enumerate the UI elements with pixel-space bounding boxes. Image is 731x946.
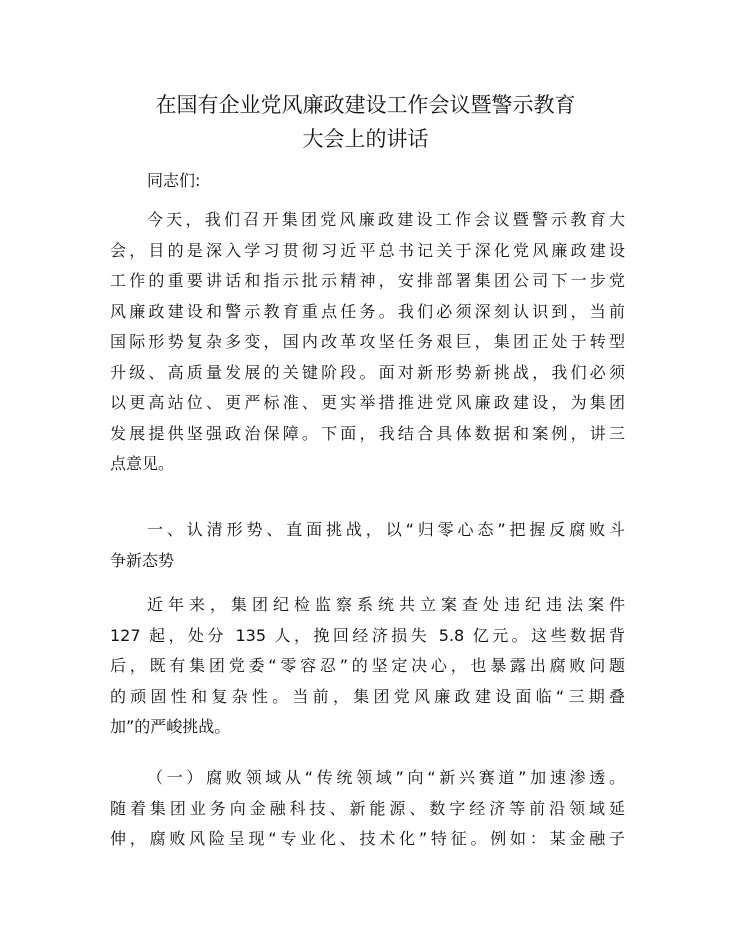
paragraph-line: 伸，腐败风险呈现“专业化、技术化”特征。例如：某金融子 [110, 829, 625, 848]
section-heading-1 [110, 515, 625, 576]
paragraph-line: （一）腐败领域从“传统领域”向“新兴赛道”加速渗透。 [147, 768, 625, 787]
section-heading-line: 争新态势 [110, 550, 175, 570]
paragraph-line: 升级、高质量发展的关键阶段。面对新形势新挑战，我们必须 [110, 362, 625, 382]
paragraph-line: 工作的重要讲话和指示批示精神，安排部署集团公司下一步党 [110, 271, 625, 290]
paragraph-line: 随着集团业务向金融科技、新能源、数字经济等前沿领域延 [110, 798, 625, 818]
document-title-line-2: 大会上的讲话 [302, 127, 429, 151]
paragraph-line: 点意见。 [110, 454, 175, 473]
paragraph-line: 加”的严峻挑战。 [110, 717, 231, 736]
paragraph-line: 今天，我们召开集团党风廉政建设工作会议暨警示教育大 [147, 210, 625, 229]
paragraph-subsection-1 [110, 763, 625, 855]
section-heading-line: 一、认清形势、直面挑战，以“归零心态”把握反腐败斗 [147, 520, 625, 539]
paragraph-line: 以更高站位、更严标准、更实举措推进党风廉政建设，为集团 [110, 393, 625, 412]
paragraph-line: 风廉政建设和警示教育重点任务。我们必须深刻认识到，当前 [110, 301, 625, 321]
paragraph-line: 发展提供坚强政治保障。下面，我结合具体数据和案例，讲三 [110, 423, 625, 443]
paragraph-statistics [110, 590, 625, 743]
paragraph-line: 127 起，处分 135 人，挽回经济损失 5.8 亿元。这些数据背 [110, 625, 625, 645]
salutation-text: 同志们: [147, 171, 201, 190]
paragraph-line: 国际形势复杂多变，国内改革攻坚任务艰巨，集团正处于转型 [110, 332, 625, 351]
paragraph-line: 会，目的是深入学习贯彻习近平总书记关于深化党风廉政建设 [110, 240, 625, 260]
paragraph-line: 近年来，集团纪检监察系统共立案查处违纪违法案件 [147, 595, 625, 614]
paragraph-line: 后，既有集团党委“零容忍”的坚定决心，也暴露出腐败问题 [110, 656, 625, 675]
paragraph-line: 的顽固性和复杂性。当前，集团党风廉政建设面临“三期叠 [110, 686, 625, 706]
salutation [110, 166, 625, 197]
document-title-line-1: 在国有企业党风廉政建设工作会议暨警示教育 [155, 93, 576, 117]
paragraph-opening [110, 205, 625, 480]
